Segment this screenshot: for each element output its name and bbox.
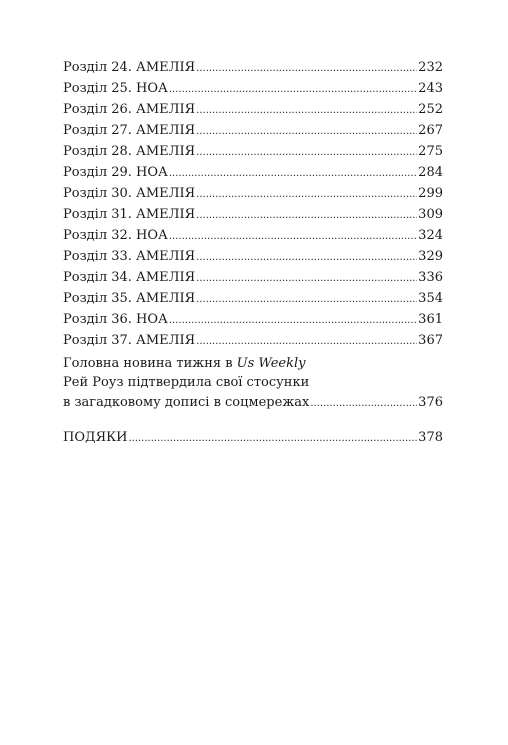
chapter-title: Розділ 32. НОА <box>63 228 168 243</box>
news-line-3-text: в загадковому дописі в соцмережах <box>63 395 310 410</box>
page-number: 284 <box>418 165 443 180</box>
toc-entry-chapter-34 <box>63 267 443 288</box>
news-line-1-prefix: Головна новина тижня в <box>63 356 237 371</box>
page-number: 324 <box>418 228 443 243</box>
chapter-title: Розділ 24. АМЕЛІЯ <box>63 60 196 75</box>
dot-leader <box>196 268 417 289</box>
toc-entry-chapter-24 <box>63 57 443 78</box>
toc-entry-chapter-33 <box>63 246 443 267</box>
chapter-title: Розділ 25. НОА <box>63 81 168 96</box>
chapter-title: Розділ 26. АМЕЛІЯ <box>63 102 196 117</box>
page-number: 267 <box>418 123 443 138</box>
page-number: 361 <box>418 312 443 327</box>
toc-entry-chapter-30 <box>63 183 443 204</box>
toc-entry-acknowledgements <box>63 427 443 448</box>
dot-leader <box>310 393 417 414</box>
chapter-title: Розділ 35. АМЕЛІЯ <box>63 291 196 306</box>
page-number: 275 <box>418 144 443 159</box>
dot-leader <box>128 428 417 449</box>
chapter-title: Розділ 29. НОА <box>63 165 168 180</box>
toc-entry-chapter-28 <box>63 141 443 162</box>
dot-leader <box>196 100 417 121</box>
dot-leader <box>196 205 417 226</box>
dot-leader <box>169 310 417 331</box>
chapter-title: Розділ 31. АМЕЛІЯ <box>63 207 196 222</box>
page-number: 243 <box>418 81 443 96</box>
page-number: 336 <box>418 270 443 285</box>
page-number: 232 <box>418 60 443 75</box>
magazine-name: Us Weekly <box>236 356 306 371</box>
dot-leader <box>169 79 417 100</box>
page-number: 354 <box>418 291 443 306</box>
dot-leader <box>196 184 417 205</box>
acknowledgements-title: ПОДЯКИ <box>63 430 128 445</box>
news-line-2: Рей Роуз підтвердила свої стосунки <box>63 375 310 390</box>
toc-entry-news <box>63 354 443 413</box>
news-line-1 <box>63 354 443 373</box>
toc-entry-chapter-31 <box>63 204 443 225</box>
spacer <box>63 413 443 427</box>
chapter-title: Розділ 27. АМЕЛІЯ <box>63 123 196 138</box>
dot-leader <box>196 247 417 268</box>
table-of-contents <box>63 57 443 448</box>
chapter-title: Розділ 37. АМЕЛІЯ <box>63 333 196 348</box>
chapter-title: Розділ 33. АМЕЛІЯ <box>63 249 196 264</box>
toc-entry-chapter-32 <box>63 225 443 246</box>
dot-leader <box>196 142 417 163</box>
page-number: 376 <box>418 395 443 410</box>
page-number: 299 <box>418 186 443 201</box>
toc-entry-chapter-37 <box>63 330 443 351</box>
page-number: 329 <box>418 249 443 264</box>
toc-entry-chapter-35 <box>63 288 443 309</box>
chapter-title: Розділ 36. НОА <box>63 312 168 327</box>
dot-leader <box>196 331 417 352</box>
toc-entry-chapter-29 <box>63 162 443 183</box>
dot-leader <box>196 121 417 142</box>
toc-entry-chapter-27 <box>63 120 443 141</box>
chapter-title: Розділ 28. АМЕЛІЯ <box>63 144 196 159</box>
toc-entry-chapter-26 <box>63 99 443 120</box>
page-number: 309 <box>418 207 443 222</box>
toc-entry-chapter-25 <box>63 78 443 99</box>
chapter-title: Розділ 30. АМЕЛІЯ <box>63 186 196 201</box>
toc-entry-chapter-36 <box>63 309 443 330</box>
chapter-title: Розділ 34. АМЕЛІЯ <box>63 270 196 285</box>
dot-leader <box>169 226 417 247</box>
dot-leader <box>169 163 417 184</box>
news-line-3 <box>63 392 443 413</box>
page-number: 252 <box>418 102 443 117</box>
dot-leader <box>196 58 417 79</box>
page-number: 367 <box>418 333 443 348</box>
dot-leader <box>196 289 417 310</box>
page-number: 378 <box>418 430 443 445</box>
